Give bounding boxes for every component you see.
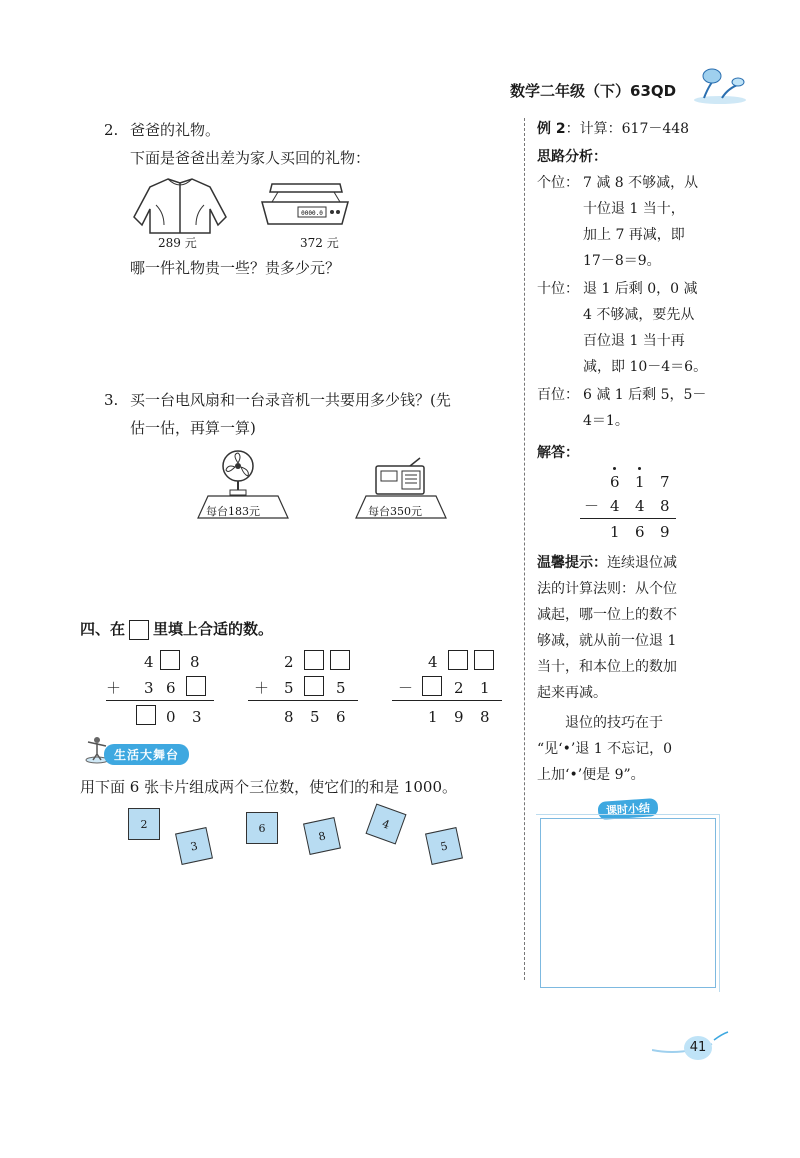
digit: 8	[480, 708, 490, 726]
borrow-dot	[613, 467, 616, 470]
q3-line1: 买一台电风扇和一台录音机一共要用多少钱？(先	[130, 391, 451, 409]
number-card[interactable]: 3	[175, 827, 213, 865]
digit: 6	[336, 708, 346, 726]
number-card[interactable]: 4	[365, 803, 406, 844]
jacket-price: 289 元	[158, 236, 197, 250]
lesson-summary-banner: 课时小结	[597, 798, 658, 820]
digit: 2	[454, 679, 464, 697]
q2-question: 哪一件礼物贵一些？贵多少元？	[130, 259, 341, 277]
digit: 8	[190, 653, 200, 671]
scale-price: 372 元	[300, 236, 339, 250]
answer-box[interactable]	[160, 650, 180, 670]
digit: 6	[610, 473, 620, 491]
ones-label: 个位：	[537, 175, 579, 191]
digit: 2	[284, 653, 294, 671]
digit: 8	[284, 708, 294, 726]
plant-logo-icon	[690, 62, 750, 106]
tip2-line: “见‘•’退 1 不忘记，0	[537, 741, 673, 757]
section4-title-b: 里填上合适的数。	[153, 620, 274, 638]
tens-line: 4 不够减，要先从	[583, 307, 695, 323]
digit: 5	[284, 679, 294, 697]
answer-box[interactable]	[448, 650, 468, 670]
example-label: 例 2	[537, 121, 566, 137]
digit: 8	[660, 497, 670, 515]
q2-description: 下面是爸爸出差为家人买回的礼物：	[130, 149, 371, 167]
digit: 0	[166, 708, 176, 726]
digit: 6	[166, 679, 176, 697]
page-number: 41	[684, 1036, 712, 1060]
q3-number: 3.	[104, 391, 119, 409]
digit: 5	[336, 679, 346, 697]
operator: ＋	[254, 679, 270, 697]
radio-recorder-icon	[372, 456, 428, 496]
tip-line: 连续退位减	[607, 555, 677, 571]
difference-line	[580, 518, 676, 519]
answer-box[interactable]	[304, 650, 324, 670]
scale-icon	[258, 180, 352, 230]
operator: －	[584, 497, 600, 515]
section4-title-a: 四、在	[80, 620, 126, 638]
ones-line: 17－8＝9。	[583, 253, 661, 269]
digit: 5	[310, 708, 320, 726]
answer-box[interactable]	[304, 676, 324, 696]
page-header-title: 数学二年级（下）63QD	[510, 82, 677, 100]
digit: 4	[428, 653, 438, 671]
jacket-icon	[130, 175, 230, 237]
number-card[interactable]: 8	[303, 817, 341, 855]
digit: 1	[428, 708, 438, 726]
tip-line: 当十，和本位上的数加	[537, 659, 677, 675]
q3-line2: 估一估，再算一算)	[130, 419, 256, 437]
digit: 4	[635, 497, 645, 515]
section4-title	[80, 618, 273, 640]
answer-box[interactable]	[474, 650, 494, 670]
digit: 1	[480, 679, 490, 697]
answer-box[interactable]	[136, 705, 156, 725]
q2-number: 2.	[104, 121, 119, 139]
life-stage-banner: 生活大舞台	[104, 744, 189, 765]
operator: －	[398, 679, 414, 697]
digit: 6	[635, 523, 645, 541]
difference-line	[392, 700, 502, 701]
analysis-label: 思路分析：	[537, 149, 607, 165]
tip-label: 温馨提示：	[537, 555, 607, 571]
digit: 3	[192, 708, 202, 726]
number-card[interactable]: 5	[425, 827, 463, 865]
digit: 9	[454, 708, 464, 726]
tens-label: 十位：	[537, 281, 579, 297]
digit: 1	[610, 523, 620, 541]
digit: 7	[660, 473, 670, 491]
operator: ＋	[106, 679, 122, 697]
tens-line: 减，即 10－4＝6。	[583, 359, 708, 375]
tip2-line: 上加‘•’便是 9”。	[537, 767, 645, 783]
digit: 1	[635, 473, 645, 491]
ones-line: 十位退 1 当十，	[583, 201, 685, 217]
digit: 4	[144, 653, 154, 671]
tip-line: 起来再减。	[537, 685, 607, 701]
number-card[interactable]: 6	[246, 812, 278, 844]
digit: 4	[610, 497, 620, 515]
tens-line: 退 1 后剩 0，0 减	[583, 281, 698, 297]
tip-line: 够减，就从前一位退 1	[537, 633, 677, 649]
answer-box[interactable]	[330, 650, 350, 670]
answer-label: 解答：	[537, 445, 579, 461]
scale-display: 0000.0	[301, 210, 323, 217]
hundreds-label: 百位：	[537, 387, 579, 403]
digit: 9	[660, 523, 670, 541]
tip-line: 减起，哪一位上的数不	[537, 607, 677, 623]
life-stage-text: 用下面 6 张卡片组成两个三位数，使它们的和是 1000。	[80, 778, 458, 796]
answer-box[interactable]	[186, 676, 206, 696]
digit: 3	[144, 679, 154, 697]
number-card[interactable]: 2	[128, 808, 160, 840]
hundreds-line: 6 减 1 后剩 5，5－	[583, 387, 707, 403]
blank-box-example	[129, 620, 149, 640]
sum-line	[248, 700, 358, 701]
q2-title: 爸爸的礼物。	[130, 121, 221, 139]
column-divider	[524, 118, 525, 980]
radio-price: 每台350元	[368, 505, 422, 518]
example-text: ：计算：617－448	[565, 121, 690, 137]
answer-box[interactable]	[422, 676, 442, 696]
electric-fan-icon	[218, 448, 258, 498]
ones-line: 7 减 8 不够减，从	[583, 175, 699, 191]
sum-line	[106, 700, 214, 701]
tip-first-line	[537, 550, 677, 576]
tip-line: 法的计算法则：从个位	[537, 581, 677, 597]
summary-box-accent	[536, 814, 720, 992]
example-heading	[537, 116, 689, 142]
fan-price: 每台183元	[206, 505, 260, 518]
tip2-line: 退位的技巧在于	[565, 715, 663, 731]
ones-line: 加上 7 再减，即	[583, 227, 685, 243]
borrow-dot	[638, 467, 641, 470]
hundreds-line: 4＝1。	[583, 413, 629, 429]
tens-line: 百位退 1 当十再	[583, 333, 685, 349]
